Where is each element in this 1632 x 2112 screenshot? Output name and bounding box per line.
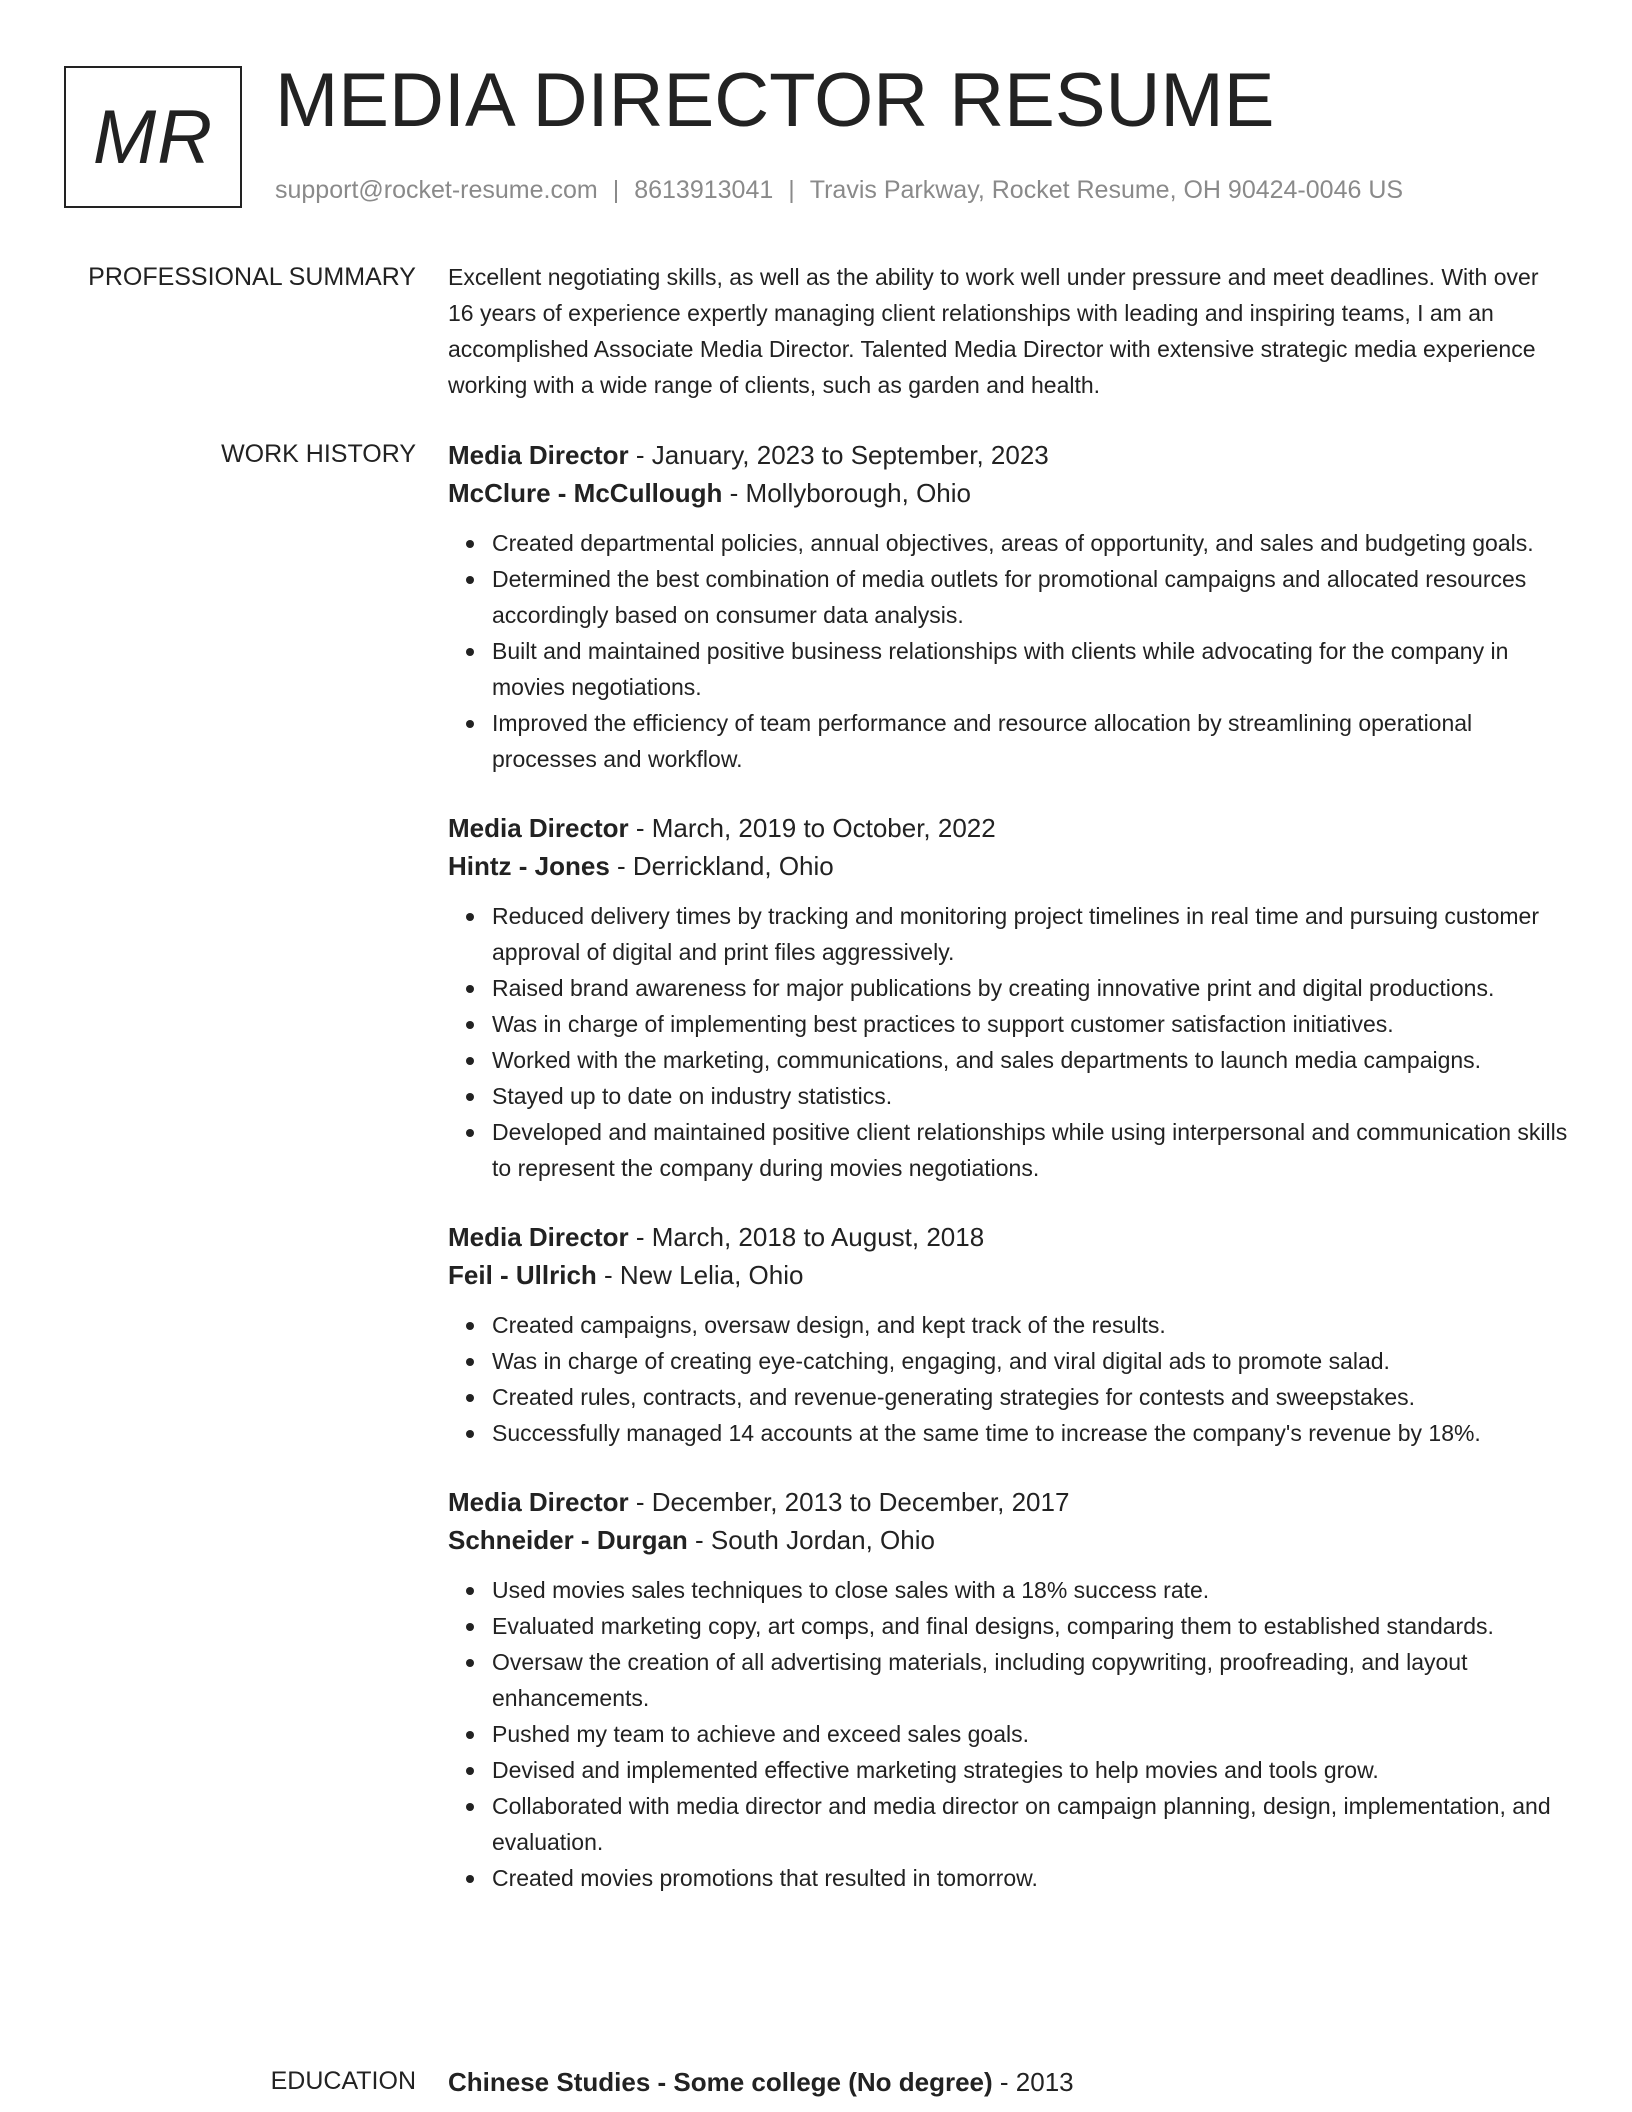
job-bullet: Created departmental policies, annual objectives, areas of opportunity, and sales and budgeting goals. [492,525,1568,561]
job-bullet: Improved the efficiency of team performance and resource allocation by streamlining operational processes and workflow. [492,705,1568,777]
job-company-line [448,1256,1568,1294]
section-label-summary: PROFESSIONAL SUMMARY [88,263,416,291]
job-bullet: Developed and maintained positive client relationships while using interpersonal and communication skills to represent the company during movies negotiations. [492,1114,1568,1186]
job-dates: - January, 2023 to September, 2023 [628,440,1049,470]
job-company-line [448,1521,1568,1559]
job-title-line [448,809,1568,847]
job-dates: - March, 2019 to October, 2022 [628,813,996,843]
job-bullet: Raised brand awareness for major publications by creating innovative print and digital productions. [492,970,1568,1006]
job-location: - South Jordan, Ohio [687,1525,935,1555]
education-year: - 2013 [992,2067,1074,2097]
job-bullet: Created campaigns, oversaw design, and kept track of the results. [492,1307,1568,1343]
job-bullet: Used movies sales techniques to close sales with a 18% success rate. [492,1572,1568,1608]
job-bullet: Pushed my team to achieve and exceed sales goals. [492,1716,1568,1752]
job-bullet: Created movies promotions that resulted in tomorrow. [492,1860,1568,1896]
monogram-initials: MR [92,94,214,180]
job-bullets [448,898,1568,1186]
job-title-line [448,1483,1568,1521]
job-entry [448,436,1568,777]
work-history-body [448,436,1568,1928]
job-bullet: Created rules, contracts, and revenue-generating strategies for contests and sweepstakes. [492,1379,1568,1415]
job-title: Media Director [448,1487,629,1517]
contact-email: support@rocket-resume.com [275,176,598,204]
job-title: Media Director [448,813,629,843]
job-bullet: Reduced delivery times by tracking and monitoring project timelines in real time and pursuing customer approval of digital and print files aggressively. [492,898,1568,970]
job-title-line [448,1218,1568,1256]
job-bullet: Collaborated with media director and media director on campaign planning, design, implementation, and evaluation. [492,1788,1568,1860]
job-company-line [448,847,1568,885]
job-company-line [448,474,1568,512]
summary-text: Excellent negotiating skills, as well as the ability to work well under pressure and meet deadlines. With over 16 years of experience expertly managing client relationships with leading and inspiring teams, I am an accomplished Associate Media Director. Talented Media Director with extensive strategic media experience working with a wide range of clients, such as garden and health. [448,264,1539,398]
contact-address: Travis Parkway, Rocket Resume, OH 90424-0046 US [809,176,1404,204]
job-company: Feil - Ullrich [448,1260,597,1290]
contact-separator: | [612,176,620,204]
job-company: McClure - McCullough [448,478,723,508]
job-entry [448,1483,1568,1896]
job-entry [448,809,1568,1186]
job-company: Hintz - Jones [448,851,610,881]
job-bullet: Was in charge of creating eye-catching, engaging, and viral digital ads to promote salad. [492,1343,1568,1379]
section-label-education: EDUCATION [270,2067,416,2095]
job-location: - Mollyborough, Ohio [722,478,971,508]
job-location: - Derrickland, Ohio [609,851,834,881]
job-company: Schneider - Durgan [448,1525,688,1555]
job-location: - New Lelia, Ohio [596,1260,804,1290]
job-entry [448,1218,1568,1451]
job-dates: - March, 2018 to August, 2018 [628,1222,985,1252]
job-bullet: Oversaw the creation of all advertising materials, including copywriting, proofreading, and layout enhancements. [492,1644,1568,1716]
job-bullets [448,1307,1568,1451]
education-line [448,2063,1568,2101]
contact-phone: 8613913041 [634,176,774,204]
resume-title: MEDIA DIRECTOR RESUME [275,58,1275,143]
job-bullet: Stayed up to date on industry statistics. [492,1078,1568,1114]
job-dates: - December, 2013 to December, 2017 [628,1487,1070,1517]
job-bullet: Devised and implemented effective marketing strategies to help movies and tools grow. [492,1752,1568,1788]
section-label-work-history: WORK HISTORY [221,440,416,468]
education-degree: Chinese Studies - Some college (No degree) [448,2067,993,2097]
job-bullet: Worked with the marketing, communications, and sales departments to launch media campaigns. [492,1042,1568,1078]
job-bullet: Was in charge of implementing best practices to support customer satisfaction initiatives. [492,1006,1568,1042]
job-bullets [448,1572,1568,1896]
job-title-line [448,436,1568,474]
job-bullet: Determined the best combination of media outlets for promotional campaigns and allocated resources accordingly based on consumer data analysis. [492,561,1568,633]
monogram-box [64,66,242,208]
contact-separator: | [788,176,795,204]
education-body [448,2063,1568,2101]
job-bullet: Built and maintained positive business relationships with clients while advocating for the company in movies negotiations. [492,633,1568,705]
job-bullet: Successfully managed 14 accounts at the same time to increase the company's revenue by 18%. [492,1415,1568,1451]
contact-line [275,174,1403,206]
job-title: Media Director [448,440,629,470]
job-bullets [448,525,1568,777]
summary-body [448,259,1568,403]
job-title: Media Director [448,1222,629,1252]
job-bullet: Evaluated marketing copy, art comps, and final designs, comparing them to established standards. [492,1608,1568,1644]
